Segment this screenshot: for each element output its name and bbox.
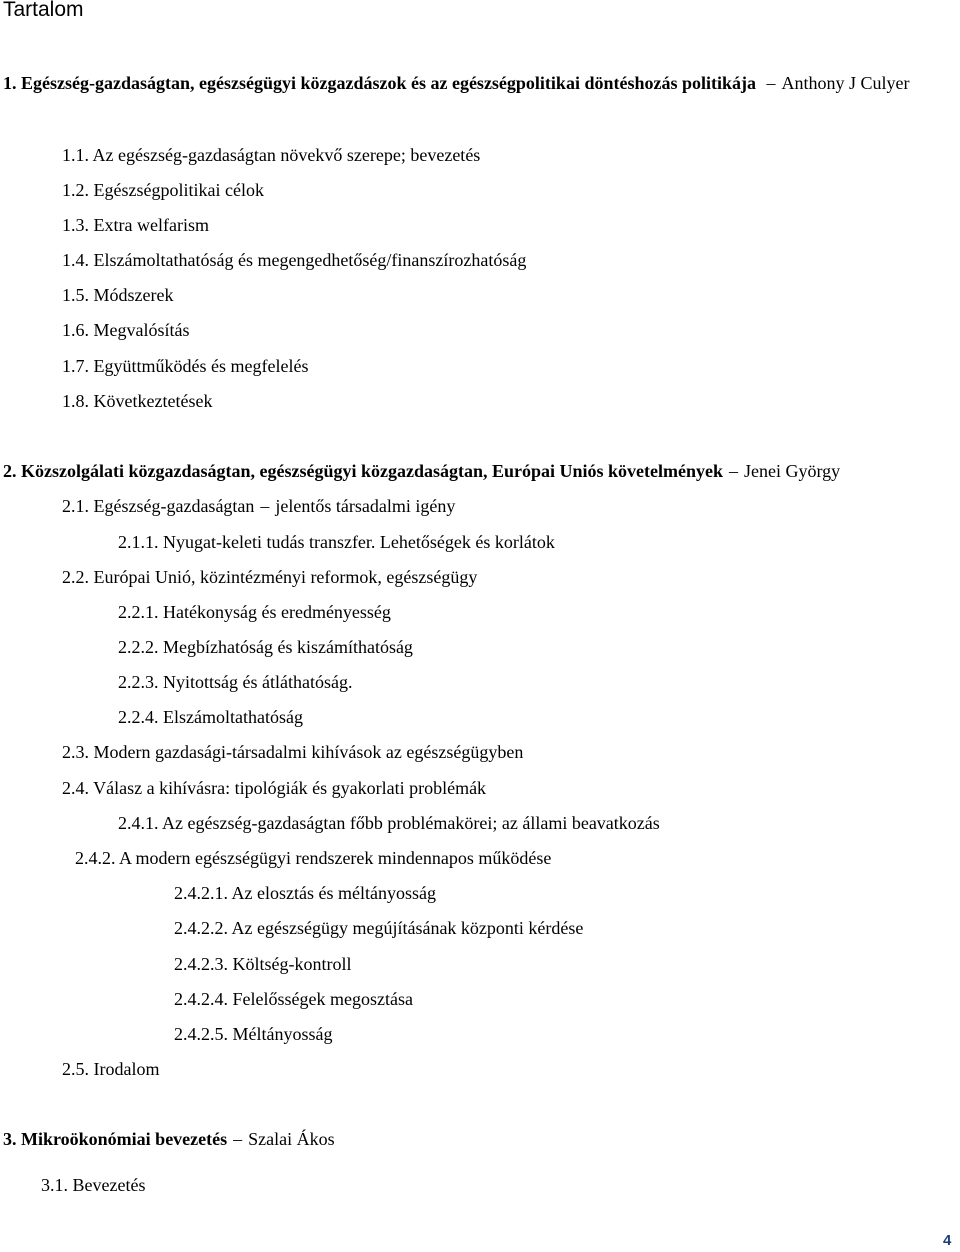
toc-entry-2-3[interactable]: 2.3. Modern gazdasági-társadalmi kihívások az egészségügyben — [62, 742, 524, 762]
entry-dash: – — [260, 496, 270, 516]
toc-entry-1-7[interactable]: 1.7. Együttműködés és megfelelés — [62, 356, 309, 376]
toc-entry-2-4-2-1[interactable]: 2.4.2.1. Az elosztás és méltányosság — [174, 883, 436, 903]
toc-entry-2-2-2[interactable]: 2.2.2. Megbízhatóság és kiszámíthatóság — [118, 637, 413, 657]
toc-entry-2-1-title: 2.1. Egészség-gazdaságtan — [62, 496, 255, 516]
toc-entry-1-6[interactable]: 1.6. Megvalósítás — [62, 320, 190, 340]
toc-entry-2-2-1[interactable]: 2.2.1. Hatékonyság és eredményesség — [118, 602, 391, 622]
toc-entry-1-5[interactable]: 1.5. Módszerek — [62, 285, 174, 305]
toc-entry-3-1[interactable]: 3.1. Bevezetés — [41, 1175, 146, 1195]
toc-entry-2-2[interactable]: 2.2. Európai Unió, közintézményi reformok, egészségügy — [62, 567, 478, 587]
toc-entry-2-4-2-5[interactable]: 2.4.2.5. Méltányosság — [174, 1024, 333, 1044]
chapter-1-heading[interactable] — [3, 66, 933, 101]
chapter-1-title: 1. Egészség-gazdaságtan, egészségügyi közgazdászok és az egészségpolitikai döntéshozás politikája — [3, 73, 756, 93]
toc-entry-2-5[interactable]: 2.5. Irodalom — [62, 1059, 160, 1079]
chapter-1-author: Anthony J Culyer — [781, 73, 910, 93]
toc-entry-2-4[interactable]: 2.4. Válasz a kihívásra: tipológiák és gyakorlati problémák — [62, 778, 487, 798]
toc-entry-1-3[interactable]: 1.3. Extra welfarism — [62, 215, 209, 235]
chapter-2-heading[interactable] — [3, 460, 840, 482]
toc-entry-2-1[interactable] — [62, 495, 455, 517]
toc-entry-1-1[interactable]: 1.1. Az egészség-gazdaságtan növekvő szerepe; bevezetés — [62, 145, 481, 165]
toc-entry-2-1-1[interactable]: 2.1.1. Nyugat-keleti tudás transzfer. Lehetőségek és korlátok — [118, 532, 555, 552]
chapter-3-heading[interactable] — [3, 1128, 335, 1150]
toc-entry-2-4-2-2[interactable]: 2.4.2.2. Az egészségügy megújításának központi kérdése — [174, 918, 584, 938]
toc-entry-1-4[interactable]: 1.4. Elszámoltathatóság és megengedhetőség/finanszírozhatóság — [62, 250, 527, 270]
chapter-3-title: 3. Mikroökonómiai bevezetés — [3, 1129, 228, 1149]
author-dash: – — [766, 73, 776, 93]
page-number: 4 — [943, 1232, 952, 1249]
toc-entry-2-4-2-4[interactable]: 2.4.2.4. Felelősségek megosztása — [174, 989, 413, 1009]
toc-entry-2-1-subtitle: jelentős társadalmi igény — [275, 496, 456, 516]
toc-entry-2-2-3[interactable]: 2.2.3. Nyitottság és átláthatóság. — [118, 672, 353, 692]
chapter-2-title: 2. Közszolgálati közgazdaságtan, egészségügyi közgazdaságtan, Európai Uniós követelmények — [3, 461, 723, 481]
toc-entry-1-2[interactable]: 1.2. Egészségpolitikai célok — [62, 180, 264, 200]
author-dash: – — [729, 461, 738, 481]
toc-entry-2-4-2[interactable]: 2.4.2. A modern egészségügyi rendszerek mindennapos működése — [75, 848, 552, 868]
chapter-3-author: Szalai Ákos — [248, 1129, 335, 1149]
toc-entry-1-8[interactable]: 1.8. Következtetések — [62, 391, 213, 411]
toc-entry-2-4-1[interactable]: 2.4.1. Az egészség-gazdaságtan főbb problémakörei; az állami beavatkozás — [118, 813, 660, 833]
author-dash: – — [233, 1129, 243, 1149]
chapter-2-author: Jenei György — [744, 461, 841, 481]
toc-entry-2-2-4[interactable]: 2.2.4. Elszámoltathatóság — [118, 707, 303, 727]
page-title: Tartalom — [3, 0, 84, 21]
toc-entry-2-4-2-3[interactable]: 2.4.2.3. Költség-kontroll — [174, 954, 352, 974]
